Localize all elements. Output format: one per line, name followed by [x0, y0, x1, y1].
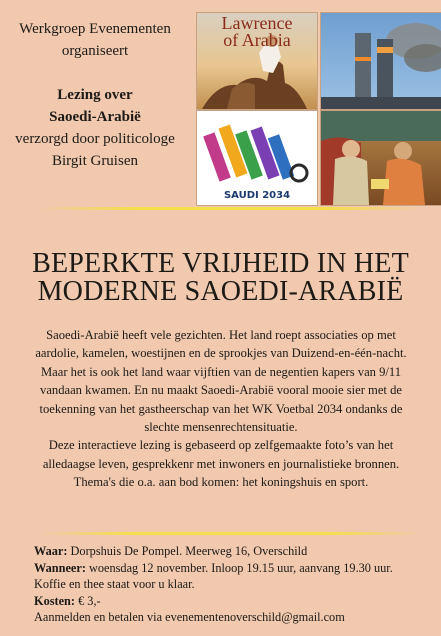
date-label: Wanneer:	[34, 560, 86, 575]
location-label: Waar:	[34, 544, 68, 558]
body-line: slechte mensenrechtensituatie.	[144, 420, 298, 435]
location-value: Dorpshuis De Pompel. Meerweg 16, Overschild	[67, 544, 308, 558]
organizer-name: Werkgroep Evenementen	[19, 21, 171, 37]
lawrence-of-arabia-image	[196, 12, 318, 110]
body-line: Thema's die o.a. aan bod komen: het koningshuis en sport.	[73, 475, 369, 490]
body-line: aardolie, kamelen, woestijnen en de sprookjes van Duizend-en-één-nacht.	[35, 346, 407, 361]
body-line: Deze interactieve lezing is gebaseerd op zelfgemaakte foto’s van het	[48, 438, 394, 453]
intro-block	[0, 18, 190, 172]
event-type: Lezing over	[57, 87, 133, 103]
event-details	[34, 543, 434, 626]
headline-line-2: MODERNE SAOEDI-ARABIË	[37, 276, 404, 307]
lawrence-title: Lawrence of Arabia	[221, 13, 293, 50]
organizer-action: organiseert	[61, 43, 129, 59]
accent-divider-top	[40, 207, 420, 210]
saudi-2034-caption: SAUDI 2034	[223, 190, 291, 201]
body-line: Maar het is ook het land waar vijftien van de negentien kapers van 9/11	[40, 364, 402, 379]
cost-line	[34, 593, 434, 610]
speaker-intro: verzorgd door politicologe	[15, 131, 175, 147]
twin-towers-image	[320, 12, 441, 110]
description-text	[22, 326, 420, 492]
location-line	[34, 543, 434, 560]
saudi-2034-logo-image	[196, 110, 318, 206]
arabian-nights-painting-image	[320, 110, 441, 206]
date-value: woensdag 12 november. Inloop 19.15 uur, aanvang 19.30 uur.	[85, 560, 393, 575]
speaker-name: Birgit Gruisen	[52, 153, 138, 169]
body-line: vandaan kwamen. En nu maakt Saoedi-Arabië vooral mooie sier met de	[40, 383, 402, 398]
cost-value: € 3,-	[75, 593, 101, 608]
page-title	[10, 250, 431, 306]
date-line	[34, 560, 434, 577]
registration-note: Aanmelden en betalen via evenementenoverschild@gmail.com	[34, 610, 345, 625]
event-topic: Saoedi-Arabië	[49, 109, 141, 125]
cost-label: Kosten:	[34, 593, 75, 608]
body-line: alledaagse leven, gesprekkenr met inwoners en journalistieke bronnen.	[42, 456, 400, 471]
body-line: toekenning van het gastheerschap van het WK Voetbal 2034 ondanks de	[39, 401, 403, 416]
accent-divider-bottom	[40, 532, 420, 535]
body-line: Saoedi-Arabië heeft vele gezichten. Het land roept associaties op met	[46, 328, 396, 342]
refreshments-note: Koffie en thee staat voor u klaar.	[34, 577, 195, 592]
headline-line-1: BEPERKTE VRIJHEID IN HET	[32, 248, 409, 279]
